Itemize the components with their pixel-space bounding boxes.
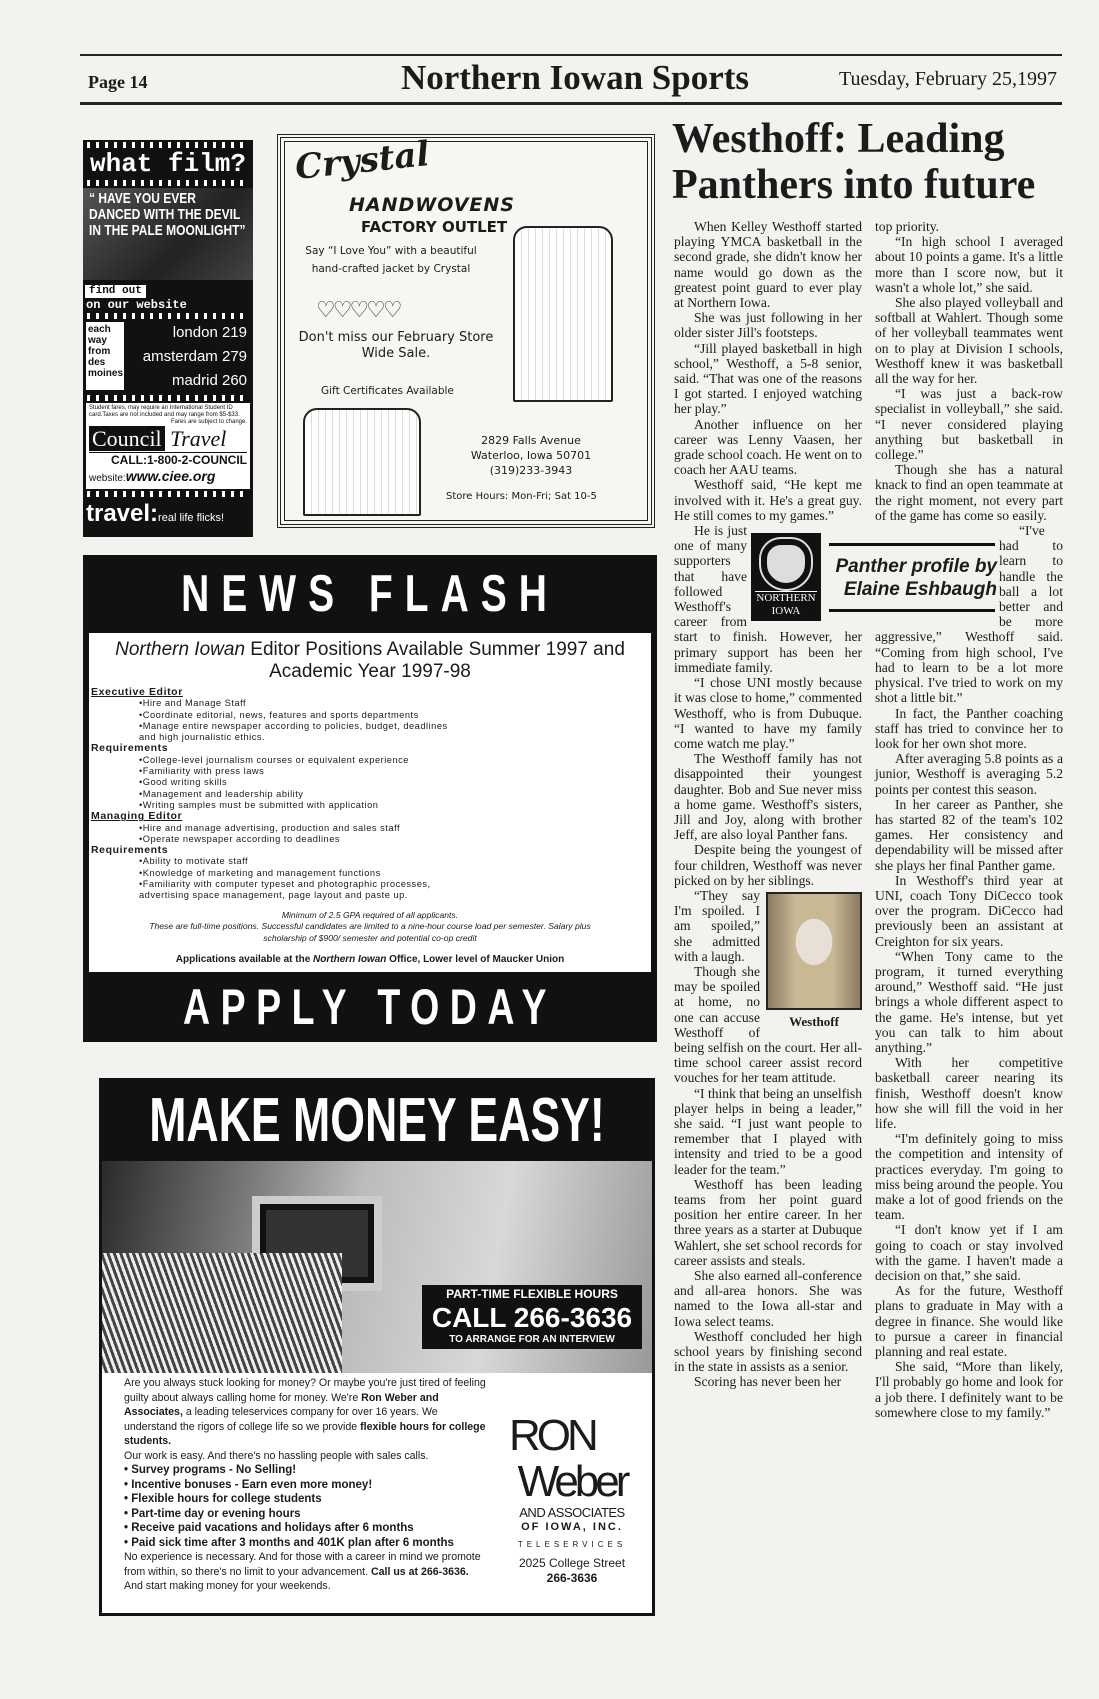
tagline: Say “I Love You” with a beautiful hand-crafted jacket by Crystal: [305, 245, 477, 275]
divider: [829, 543, 995, 546]
duty-item: •Hire and Manage Staff: [139, 698, 247, 709]
quote-mark: ”: [239, 222, 246, 239]
ad-copy: [102, 1373, 489, 1602]
brand-council: Council: [89, 426, 165, 451]
article-headline: Westhoff: Leading Panthers into future: [672, 116, 1036, 208]
movie-still: [83, 188, 253, 280]
requirement-item: advertising space management, page layout and paste up.: [139, 890, 408, 901]
vest-jacket-illustration: [303, 408, 421, 516]
each-way-label: each way from des moines: [86, 322, 124, 390]
panther-profile-banner: [751, 533, 995, 621]
article-paragraph: He is just one of many supporters that have followed Westhoff's career from start to finish. However, her primary support has been her immediate family.: [674, 523, 862, 675]
benefit-item: • Paid sick time after 3 months and 401K plan after 6 months: [124, 1536, 454, 1549]
council-travel-logo: [89, 426, 247, 453]
requirement-item: •Familiarity with computer typeset and photographic processes,: [139, 879, 431, 890]
positions-title: [93, 639, 647, 683]
paper-name: Northern Iowan: [115, 639, 246, 660]
player-photo: [766, 892, 862, 1029]
article-paragraph: After averaging 5.8 points as a junior, Westhoff is averaging 5.2 points per contest this season.: [875, 751, 1063, 797]
movie-quote: [89, 191, 249, 239]
apps-location: Office, Lower level of Maucker Union: [386, 954, 565, 966]
article-paragraph: “I chose UNI mostly because it was close to home,” commented Westhoff, who is from Dubuque. “I wanted to have my family come watch me play.”: [674, 675, 862, 751]
article-paragraph: “I think that being an unselfish player helps in being a leader,” she said. “I just want people to remember that I played with intensity and tried to be a good leader for the team.”: [674, 1085, 862, 1177]
hours-label: PART-TIME FLEXIBLE HOURS: [446, 1287, 618, 1301]
article-paragraph: “Jill played basketball in high school,” Westhoff, a 5-8 senior, said. “That was one of the reasons I got started. I enjoyed watching her play.”: [674, 340, 862, 417]
banner-text: NEWS FLASH: [181, 565, 559, 623]
header-rule: [80, 102, 1062, 105]
article-paragraph: “I've had to learn to handle the ball a lot better and be more aggressive,” Westhoff said. “Coming from high school, I've had to learn to be a lot more physical. I've tried to work on my shot a little bit.”: [875, 523, 1063, 706]
hearts-icon: ♡♡♡♡♡: [316, 298, 400, 323]
sale-text: Don't miss our February Store Wide Sale.: [298, 330, 494, 361]
paragraph: Our work is easy. And there's no hassling people with sales calls.: [124, 1449, 429, 1462]
requirement-item: •Writing samples must be submitted with application: [139, 799, 379, 810]
article-paragraph: Another influence on her career was Lenny Vaasen, her grade school coach. He went on to coach her AAU teams.: [674, 416, 862, 478]
requirement-item: •Management and leadership ability: [139, 788, 304, 799]
council-travel-ad: [83, 140, 253, 537]
find-out-label: find out: [85, 285, 146, 298]
film-perforation: [87, 180, 249, 186]
article-paragraph: Westhoff has been leading teams from her point guard position her entire career. In her three years as a starter at Dubuque Wahlert, she set school records for career assists and steals.: [674, 1176, 862, 1268]
section-heading: Executive Editor: [91, 686, 183, 698]
fine-print: Fares are subject to change.: [170, 419, 247, 425]
article-paragraph: Westhoff said, “He kept me involved with it. He's a great guy. He still comes to my games.”: [674, 477, 862, 523]
news-flash-banner: [83, 555, 657, 633]
apply-text: APPLY TODAY: [183, 979, 557, 1036]
intro-paragraph: [124, 1376, 489, 1449]
section-heading: Managing Editor: [91, 810, 183, 823]
call-cta: Call us at 266-3636.: [370, 1565, 469, 1578]
paragraph: And start making money for your weekends.: [124, 1580, 331, 1592]
header-rule: [80, 54, 1062, 56]
city: Waterloo, Iowa 50701: [470, 449, 592, 462]
article-paragraph: In fact, the Panther coaching staff has tried to convince her to look for her own shot more.: [875, 705, 1063, 751]
apply-today-banner: [83, 972, 657, 1042]
article-paragraph: “I'm definitely going to miss the competition and intensity of practices everyday. I'm going to miss being around the people. You make a lot of good friends on the team.: [875, 1131, 1063, 1223]
duty-item: •Coordinate editorial, news, features and sports departments: [139, 709, 419, 720]
article-paragraph: As for the future, Westhoff plans to graduate in May with a degree in finance. She would like to pursue a career in financial planning and real estate.: [875, 1283, 1063, 1360]
logo-iowa: OF IOWA, INC.: [521, 1521, 623, 1533]
logo-text: NORTHERN IOWA: [756, 592, 816, 617]
article-paragraph: “They say I'm spoiled. I am spoiled,” she admitted with a laugh.: [674, 887, 760, 964]
brand-travel: Travel: [170, 426, 227, 451]
issue-date: Tuesday, February 25,1997: [839, 68, 1057, 90]
benefit-item: • Incentive bonuses - Earn even more money!: [124, 1478, 373, 1491]
article-column-2: [875, 219, 1063, 1420]
street: 2829 Falls Avenue: [481, 434, 581, 447]
ad-title: what film?: [89, 149, 247, 179]
fare-list: [83, 321, 253, 393]
article-paragraph: Though she has a natural knack to find an open teammate at the right moment, not every part of the game has come so easily.: [875, 462, 1063, 523]
duty-item: •Manage entire newspaper according to policies, budget, deadlines: [139, 720, 448, 731]
logo-associates: AND ASSOCIATES: [519, 1505, 625, 1520]
fare-item: amsterdam 279: [142, 348, 247, 365]
article-paragraph: The Westhoff family has not disappointed their youngest daughter. Bob and Sue never miss a home game. Westhoff's sisters, Jill and Joy, along with brother Jeff, are also loyal Panther fans.: [674, 751, 862, 843]
gpa-note: Minimum of 2.5 GPA required of all applicants.: [281, 909, 459, 920]
article-paragraph: She also earned all-conference and all-area honors. She was named to the Iowa all-star and Iowa select teams.: [674, 1268, 862, 1329]
article-paragraph: She also played volleyball and softball at Wahlert. Though some of her volleyball teammates went on to play at Division I schools, Westhoff knew it was basketball all the way for her.: [875, 295, 1063, 387]
benefit-list: [124, 1463, 489, 1550]
quote-text: HAVE YOU EVER DANCED WITH THE DEVIL IN THE PALE MOONLIGHT: [89, 190, 241, 239]
panther-head-icon: [761, 539, 811, 589]
article-paragraph: “When Tony came to the program, it turned everything around,” Westhoff said. “He just brings a whole different aspect to the game. He's intense, but yet you can talk to him about anything.”: [875, 948, 1063, 1055]
store-name: HANDWOVENS: [349, 194, 515, 216]
requirement-item: •Good writing skills: [139, 777, 228, 788]
website-label: website:: [89, 473, 126, 484]
article-paragraph: “I was just a back-row specialist in volleyball,” she said. “I never considered playing anything but basketball in college.”: [875, 386, 1063, 463]
website: [89, 468, 247, 487]
article-paragraph: Despite being the youngest of four children, Westhoff was never picked on by her siblings.: [674, 842, 862, 888]
panther-logo: [751, 533, 821, 621]
benefit-item: • Survey programs - No Selling!: [124, 1464, 297, 1476]
logo-teleservices: TELESERVICES: [517, 1540, 627, 1549]
highlight: flexible hours for college students.: [124, 1420, 486, 1447]
article-paragraph: In her career as Panther, she has started 82 of the team's 102 games. Her consistency and dependability will be missed after she plays her final Panther game.: [875, 796, 1063, 873]
article-paragraph: She was just following in her older sister Jill's footsteps.: [674, 310, 862, 341]
text: Are you always stuck looking for money? Or maybe you're just tired of feeling guilty about always calling home for money. We're: [124, 1377, 486, 1404]
fare-item: madrid 260: [171, 372, 247, 389]
company: Ron Weber and Associates,: [124, 1391, 439, 1418]
apps-text: Applications available at the: [175, 954, 314, 966]
benefit-item: • Part-time day or evening hours: [124, 1507, 301, 1520]
duty-item: and high journalistic ethics.: [139, 732, 266, 743]
store-address: [441, 433, 621, 478]
fare-item: london 219: [172, 324, 247, 341]
paragraph: [124, 1550, 489, 1579]
notes: [89, 910, 651, 945]
photo-caption: Westhoff: [789, 1013, 839, 1029]
requirement-item: •Familiarity with press laws: [139, 766, 265, 777]
title-text: Editor Positions Available Summer 1997 and Academic Year 1997-98: [245, 639, 625, 682]
store-subtitle: FACTORY OUTLET: [361, 218, 508, 236]
call-number: CALL 266-3636: [431, 1301, 633, 1333]
apps-paper: Northern Iowan: [313, 954, 387, 966]
gift-certificates: Gift Certificates Available: [321, 385, 454, 397]
positions-list: [89, 687, 651, 902]
requirement-item: •College-level journalism courses or equivalent experience: [139, 754, 409, 765]
store-hours: Store Hours: Mon-Fri; Sat 10-5: [446, 491, 597, 502]
divider: [829, 609, 995, 612]
position-note: These are full-time positions. Successful candidates are limited to a nine-hour course load per semester. Salary plus scholarship of $900/ semester and potential co-op credit: [149, 921, 591, 943]
logo-weber: Weber: [517, 1457, 627, 1506]
film-perforation: [87, 395, 249, 401]
article-paragraph: She said, “More than likely, I'll probably go home and look for a job there. I definitely want to be somewhere close to my family.”: [875, 1359, 1063, 1420]
film-perforation: [87, 142, 249, 148]
phone: 266-3636: [546, 1571, 598, 1585]
logo-ron: RON: [509, 1411, 595, 1460]
ad-headline: [102, 1081, 652, 1161]
person-striped-shirt: [102, 1253, 342, 1373]
website-url: www.ciee.org: [125, 468, 216, 484]
interview-label: TO ARRANGE FOR AN INTERVIEW: [449, 1333, 615, 1345]
article-paragraph: “I don't know yet if I am going to coach or stay involved with the game. I haven't made a decision on that,” she said.: [875, 1222, 1063, 1284]
article-paragraph: Scoring has never been her: [694, 1374, 842, 1390]
tagline-main: travel:: [86, 500, 159, 527]
council-travel-info: [86, 403, 250, 489]
applications-note: [89, 954, 651, 966]
article-paragraph: In Westhoff's third year at UNI, coach Tony DiCecco took over the program. DiCecco had previously been an assistant at Creighton for six years.: [875, 872, 1063, 949]
ron-weber-ad: [99, 1078, 655, 1616]
headline-text: MAKE MONEY EASY!: [149, 1086, 605, 1155]
ad-tagline: [83, 499, 253, 533]
call-box: [422, 1285, 642, 1349]
duty-item: •Operate newspaper according to deadlines: [139, 833, 341, 844]
byline: [827, 555, 997, 601]
ad-body: [102, 1373, 652, 1602]
crystal-handwovens-ad: [277, 134, 655, 528]
requirements-heading: Requirements: [91, 844, 169, 857]
article-paragraph: Westhoff concluded her high school years by finishing second in the state in assists as a senior.: [674, 1328, 862, 1375]
duty-item: •Hire and manage advertising, production and sales staff: [139, 822, 401, 833]
crystal-logo: Crystal: [293, 134, 432, 188]
article-paragraph: “In high school I averaged about 10 points a game. It's a little more than I score now, but it wasn't a whole lot,” she said.: [875, 234, 1063, 295]
article-paragraph: When Kelley Westhoff started playing YMCA basketball in the second grade, she didn't know her name would go down as the greatest point guard to ever play at Northern Iowa.: [674, 219, 862, 311]
requirements-heading: Requirements: [91, 742, 169, 755]
website-label: on our website: [86, 298, 187, 312]
profile-label: Panther profile by: [835, 556, 997, 577]
article-paragraph: Though she may be spoiled at home, no one can accuse Westhoff of being selfish on the court. Her all-time school career assist record vouches for her team attitude.: [674, 963, 862, 1086]
benefit-item: • Flexible hours for college students: [124, 1493, 322, 1505]
address: 2025 College Street: [518, 1556, 626, 1570]
long-jacket-illustration: [513, 226, 613, 402]
page-number: Page 14: [88, 72, 148, 92]
article-paragraph: With her competitive basketball career nearing its finish, Westhoff doesn't know how she will fill the void in her life.: [875, 1055, 1063, 1131]
phone-number: CALL:1-800-2-COUNCIL: [110, 453, 247, 467]
news-flash-ad: [83, 555, 657, 1042]
section-title: Northern Iowan Sports: [400, 58, 750, 97]
call-center-photo: [102, 1161, 652, 1373]
benefit-item: • Receive paid vacations and holidays after 6 months: [124, 1522, 414, 1534]
article-paragraph: top priority.: [875, 219, 940, 234]
requirement-item: •Ability to motivate staff: [139, 856, 249, 867]
article-column-1: [674, 219, 862, 1390]
phone: (319)233-3943: [489, 464, 573, 477]
film-perforation: [87, 491, 249, 497]
author-name: Elaine Eshbaugh: [843, 579, 997, 600]
quote-mark: “: [89, 190, 95, 207]
tagline-sub: real life flicks!: [158, 512, 225, 524]
fine-print: Student fares, may require an International Student ID card.Taxes are not included and may range from $5-$33.: [89, 405, 240, 418]
westhoff-photo: [766, 892, 862, 1010]
text: a leading teleservices company for over 16 years. We understand the rigors of college life so we provide: [124, 1406, 438, 1433]
film-perforation: [87, 313, 249, 319]
requirement-item: •Knowledge of marketing and management functions: [139, 867, 381, 878]
text: No experience is necessary. And for those with a career in mind we promote from within, so there's no limit to your advancement.: [124, 1551, 481, 1578]
ron-weber-logo: [497, 1413, 647, 1586]
